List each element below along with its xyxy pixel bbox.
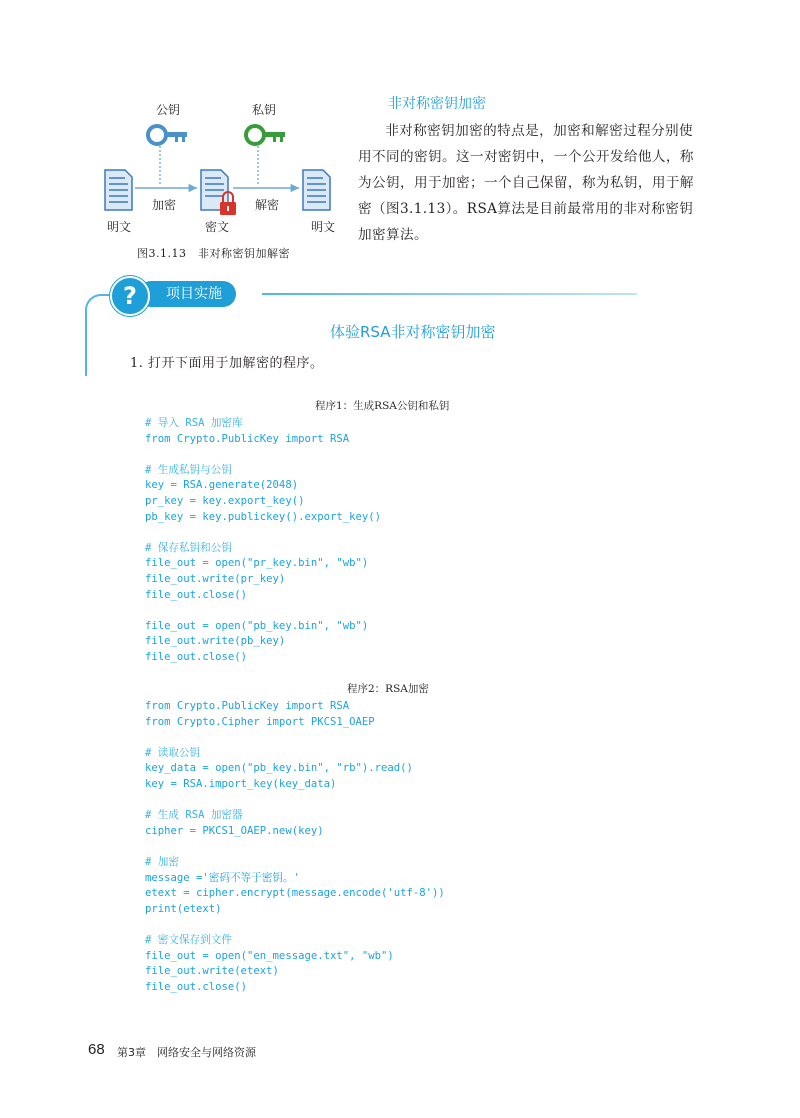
plaintext-left-label: 明文 xyxy=(107,220,132,234)
banner-divider xyxy=(262,293,637,295)
code-line: file_out.write(etext) xyxy=(145,965,279,978)
code-line: file_out.close() xyxy=(145,588,248,601)
program-1-title: 程序1：生成RSA公钥和私钥 xyxy=(315,400,450,412)
ciphertext-label: 密文 xyxy=(205,220,230,234)
private-key-label: 私钥 xyxy=(252,103,277,117)
program-2-code xyxy=(145,699,445,995)
step-1-text: 1. 打开下面用于加解密的程序。 xyxy=(130,356,324,371)
decrypt-label: 解密 xyxy=(255,198,280,212)
code-line: pb_key = key.publickey().export_key() xyxy=(145,510,381,523)
page-number: 68 xyxy=(88,1041,105,1058)
code-line: file_out = open("pr_key.bin", "wb") xyxy=(145,557,369,570)
code-line: file_out.close() xyxy=(145,980,248,993)
private-key-icon xyxy=(246,126,285,144)
program-2-title: 程序2：RSA加密 xyxy=(347,683,429,695)
chapter-title: 第3章 网络安全与网络资源 xyxy=(117,1046,256,1059)
code-line: file_out = open("en_message.txt", "wb") xyxy=(145,949,394,962)
code-comment-line: # 生成 RSA 加密器 xyxy=(145,809,243,822)
subsection-title: 体验RSA非对称密钥加密 xyxy=(330,323,496,341)
banner-bracket xyxy=(85,294,109,376)
code-line: print(etext) xyxy=(145,902,222,915)
question-mark-icon: ? xyxy=(110,276,150,316)
code-comment-line: # 生成私钥与公钥 xyxy=(145,463,232,476)
code-comment-line: # 密文保存到文件 xyxy=(145,933,232,946)
banner-title: 项目实施 xyxy=(138,281,236,307)
code-comment-line: # 保存私钥和公钥 xyxy=(145,541,232,554)
code-comment-line: # 导入 RSA 加密库 xyxy=(145,417,243,429)
asym-section-paragraph: 非对称密钥加密的特点是，加密和解密过程分别使用不同的密钥。这一对密钥中，一个公开发给他人，称为公钥，用于加密；一个自己保留，称为私钥，用于解密（图3.1.13）。RSA算法是目前最常用的非对称密钥加密算法。 xyxy=(358,123,694,243)
plaintext-document-icon xyxy=(105,170,132,210)
figure-caption: 图3.1.13 非对称密钥加解密 xyxy=(137,247,290,260)
code-line: key = RSA.generate(2048) xyxy=(145,479,299,492)
code-line: cipher = PKCS1_OAEP.new(key) xyxy=(145,824,324,837)
code-line: key = RSA.import_key(key_data) xyxy=(145,777,337,790)
code-line: pr_key = key.export_key() xyxy=(145,494,305,507)
code-line: file_out = open("pb_key.bin", "wb") xyxy=(145,619,369,632)
code-comment-line: # 读取公钥 xyxy=(145,746,201,759)
code-line: from Crypto.PublicKey import RSA xyxy=(145,700,350,712)
code-line: key_data = open("pb_key.bin", "rb").read() xyxy=(145,762,413,775)
code-line: etext = cipher.encrypt(message.encode('utf-8')) xyxy=(145,887,445,900)
code-line: message ='密码不等于密钥。' xyxy=(145,871,300,884)
code-line: from Crypto.PublicKey import RSA xyxy=(145,432,350,445)
asymmetric-encryption-diagram xyxy=(95,118,355,230)
program-1-code xyxy=(145,416,381,666)
encrypt-label: 加密 xyxy=(152,198,177,212)
public-key-label: 公钥 xyxy=(156,103,181,117)
plaintext-right-label: 明文 xyxy=(311,220,336,234)
asym-section-title: 非对称密钥加密 xyxy=(388,96,486,112)
public-key-icon xyxy=(148,126,187,144)
code-line: file_out.write(pr_key) xyxy=(145,572,286,585)
decrypted-document-icon xyxy=(303,170,330,210)
code-comment-line: # 加密 xyxy=(145,855,179,868)
code-line: from Crypto.Cipher import PKCS1_OAEP xyxy=(145,715,375,728)
code-line: file_out.write(pb_key) xyxy=(145,635,286,648)
code-line: file_out.close() xyxy=(145,650,248,663)
